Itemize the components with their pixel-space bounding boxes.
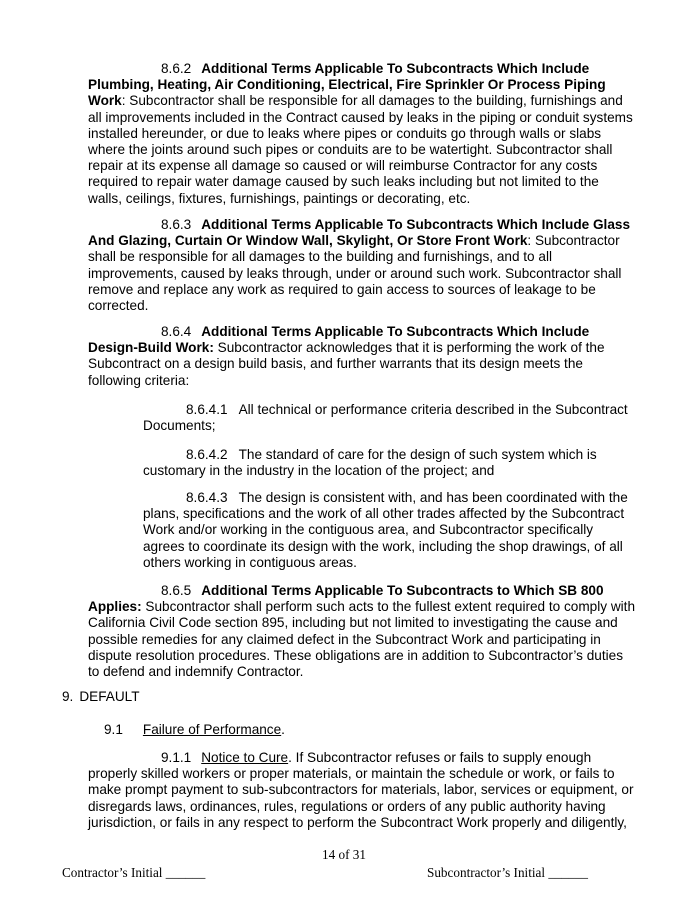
section-8-6-3	[88, 217, 636, 314]
section-body: Subcontractor shall perform such acts to the fullest extent required to comply with California Civil Code section 895, including but not limited to investigating the cause and possible remedies for any claimed defect in the Subcontract Work and participating in dispute resolution procedures. These obligations are in addition to Subcontractor’s duties to defend and indemnify Contractor.	[88, 599, 636, 680]
section-9-1-heading: 9.1 Failure of Performance.	[104, 722, 285, 737]
section-body: . If Subcontractor refuses or fails to supply enough properly skilled workers or proper materials, or maintain the schedule or work, or fails to make prompt payment to sub-subcontractors for materials, labor, services or equipment, or disregards laws, ordinances, rules, regulations or orders of any public authority having jurisdiction, or fails in any respect to perform the Subcontract Work properly and diligently,	[88, 750, 634, 830]
section-number: 8.6.2	[161, 61, 192, 76]
section-number: 9.	[62, 689, 74, 704]
section-title: Additional Terms Applicable To Subcontracts Which Include Glass And Glazing, Curtain Or Window Wall, Skylight, Or Store Front Work	[88, 217, 631, 249]
section-title: Additional Terms Applicable To Subcontracts to Which SB 800 Applies:	[88, 583, 604, 615]
section-8-6-4-3	[143, 490, 638, 571]
section-8-6-4-2	[143, 447, 638, 479]
subcontractor-initial: Subcontractor’s Initial ______	[427, 865, 588, 880]
section-9-1-1	[88, 750, 636, 831]
section-9-heading	[62, 689, 140, 705]
section-number: 8.6.4.1	[186, 402, 228, 417]
section-8-6-2	[88, 61, 636, 207]
section-number: 8.6.4.2	[186, 447, 228, 462]
section-title: Additional Terms Applicable To Subcontracts Which Include Plumbing, Heating, Air Conditioning, Electrical, Fire Sprinkler Or Process Piping Work	[88, 61, 606, 109]
contractor-initial: Contractor’s Initial ______	[62, 865, 206, 880]
section-body: : Subcontractor shall be responsible for all damages to the building and furnishings, and to all improvements, caused by leaks through, under or around such work. Subcontractor shall remove and replace any work as required to gain access to sources of leakage to be corrected.	[88, 233, 622, 314]
section-body: The standard of care for the design of such system which is customary in the industry in the location of the project; and	[143, 447, 597, 479]
section-8-6-4	[88, 324, 636, 389]
section-title: Notice to Cure	[201, 750, 289, 765]
section-number: 9.1.1	[161, 750, 192, 765]
section-body: All technical or performance criteria described in the Subcontract Documents;	[143, 402, 628, 434]
page-number: 14 of 31	[322, 847, 366, 862]
section-number: 9.1	[104, 722, 123, 737]
section-body: The design is consistent with, and has been coordinated with the plans, specifications and the work of all other trades affected by the Subcontract Work and/or working in the contiguous area, and Subcontractor specifically agrees to coordinate its design with the work, including the shop drawings, of all others working in contiguous areas.	[143, 490, 628, 570]
section-body: Subcontractor acknowledges that it is performing the work of the Subcontract on a design build basis, and further warrants that its design meets the following criteria:	[88, 340, 605, 388]
section-number: 8.6.5	[161, 583, 192, 598]
section-title: Failure of Performance	[142, 722, 282, 737]
section-title: Additional Terms Applicable To Subcontracts Which Include Design-Build Work:	[88, 324, 590, 356]
section-number: 8.6.4	[161, 324, 192, 339]
section-body: : Subcontractor shall be responsible for all damages to the building, furnishings and all improvements included in the Contract caused by leaks in the piping or conduit systems installed hereunder, or due to leaks where pipes or conduits go through walls or slabs where the joints around such pipes or conduits are to be watertight. Subcontractor shall repair at its expense all damage so caused or will reimburse Contractor for any costs required to repair water damage caused by such leaks including but not limited to the walls, ceilings, fixtures, furnishings, paintings or decorating, etc.	[88, 93, 633, 206]
section-8-6-4-1	[143, 402, 638, 434]
section-number: 8.6.3	[161, 217, 192, 232]
section-number: 8.6.4.3	[186, 490, 228, 505]
section-title: DEFAULT	[79, 689, 140, 704]
section-8-6-5	[88, 583, 636, 680]
